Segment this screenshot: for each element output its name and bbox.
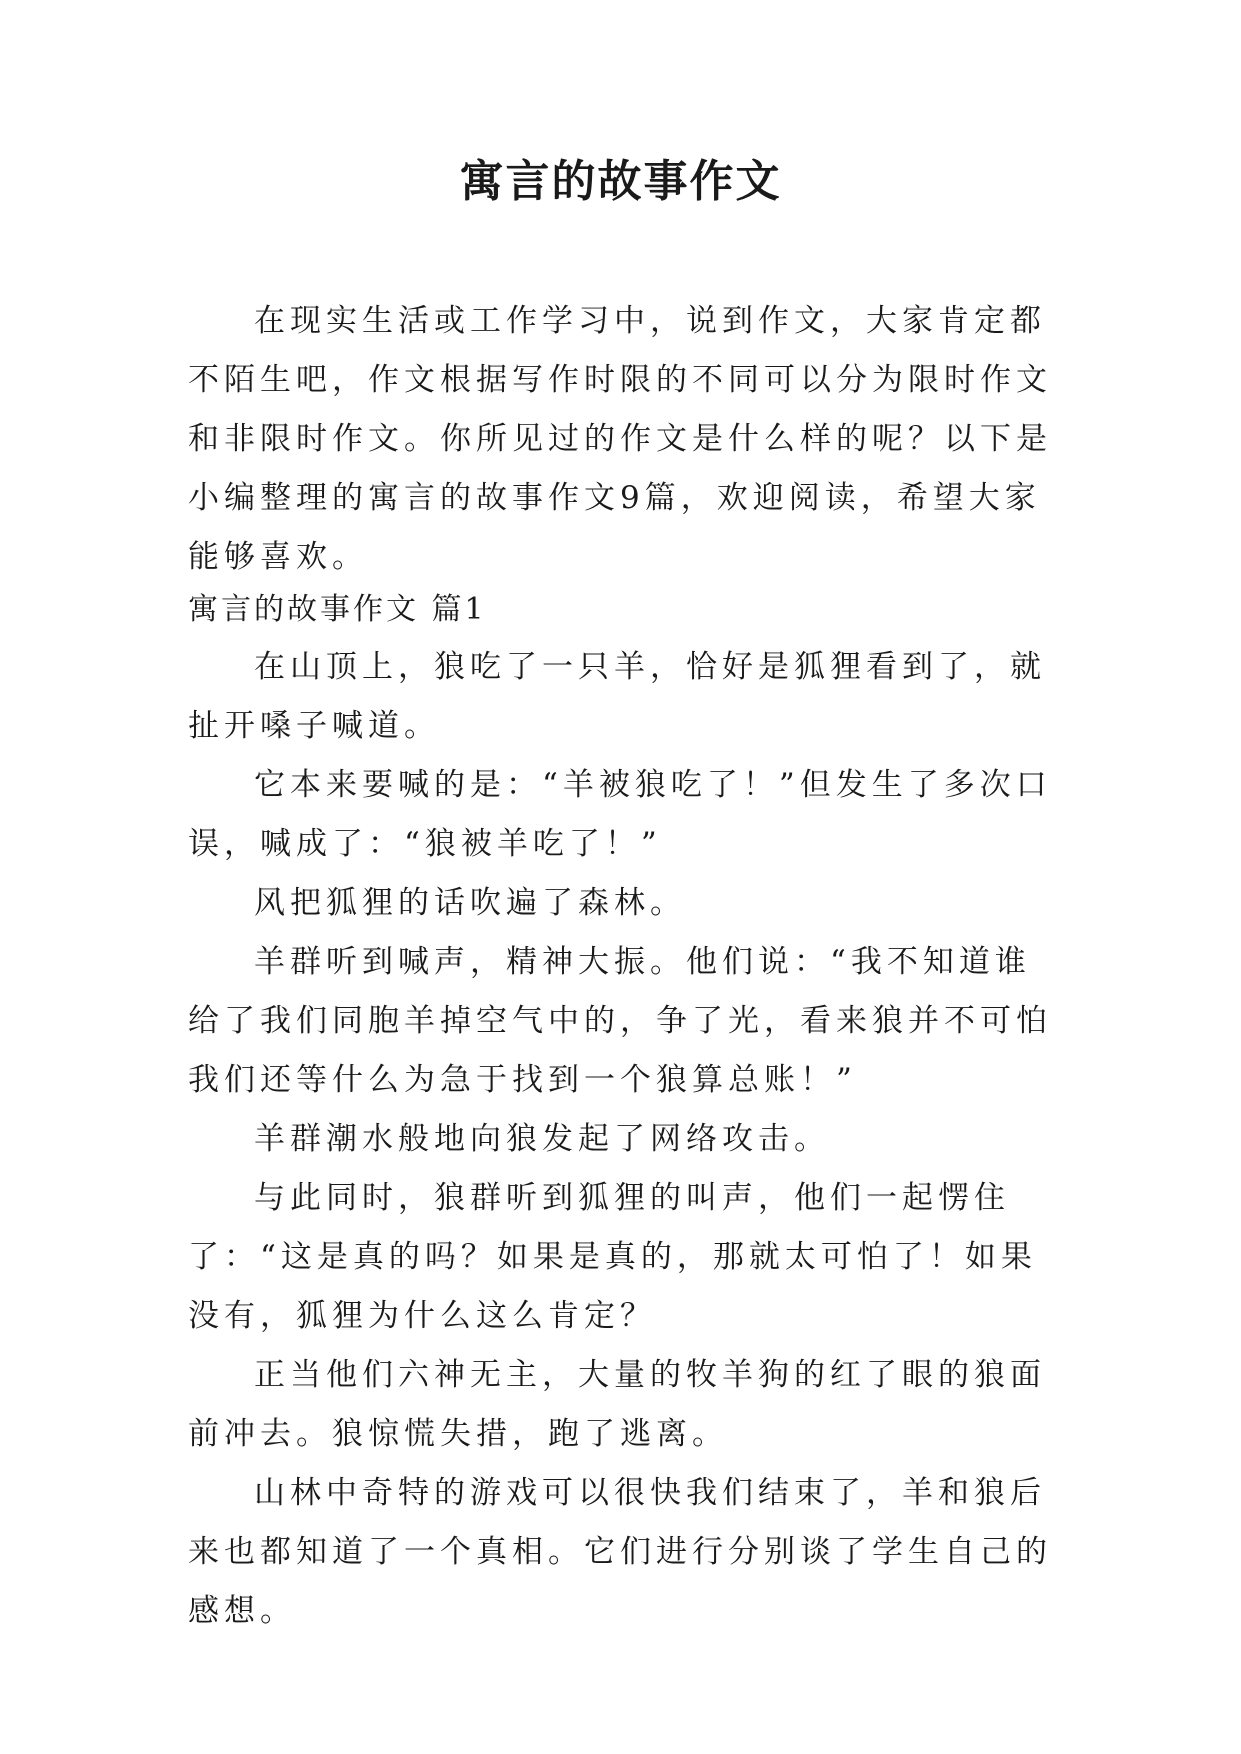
paragraph-1: 在山顶上，狼吃了一只羊，恰好是狐狸看到了，就扯开嗓子喊道。 — [188, 649, 1046, 744]
paragraph-4: 羊群听到喊声，精神大振。他们说：“我不知道谁给了我们同胞羊掉空气中的，争了光，看来狼并不可怕我们还等什么为急于找到一个狼算总账！” — [188, 944, 1052, 1098]
paragraph-6: 与此同时，狼群听到狐狸的叫声，他们一起愣住了：“这是真的吗？如果是真的，那就太可怕了！如果没有，狐狸为什么这么肯定？ — [188, 1180, 1037, 1334]
paragraph-3: 风把狐狸的话吹遍了森林。 — [254, 885, 686, 921]
page-title: 寓言的故事作文 — [459, 156, 782, 207]
paragraph-7: 正当他们六神无主，大量的牧羊狗的红了眼的狼面前冲去。狼惊慌失措，跑了逃离。 — [188, 1357, 1046, 1452]
paragraph-5: 羊群潮水般地向狼发起了网络攻击。 — [254, 1121, 830, 1157]
paragraph-8: 山林中奇特的游戏可以很快我们结束了，羊和狼后来也都知道了一个真相。它们进行分别谈了学生自己的感想。 — [188, 1475, 1052, 1629]
paragraph-2: 它本来要喊的是：“羊被狼吃了！”但发生了多次口误，喊成了：“狼被羊吃了！” — [188, 767, 1052, 862]
section-heading: 寓言的故事作文 篇1 — [188, 592, 487, 627]
intro-paragraph: 在现实生活或工作学习中，说到作文，大家肯定都不陌生吧，作文根据写作时限的不同可以分为限时作文和非限时作文。你所见过的作文是什么样的呢？以下是小编整理的寓言的故事作文9篇，欢迎阅读，希望大家能够喜欢。 — [188, 303, 1052, 575]
essay-section — [188, 582, 1054, 1641]
